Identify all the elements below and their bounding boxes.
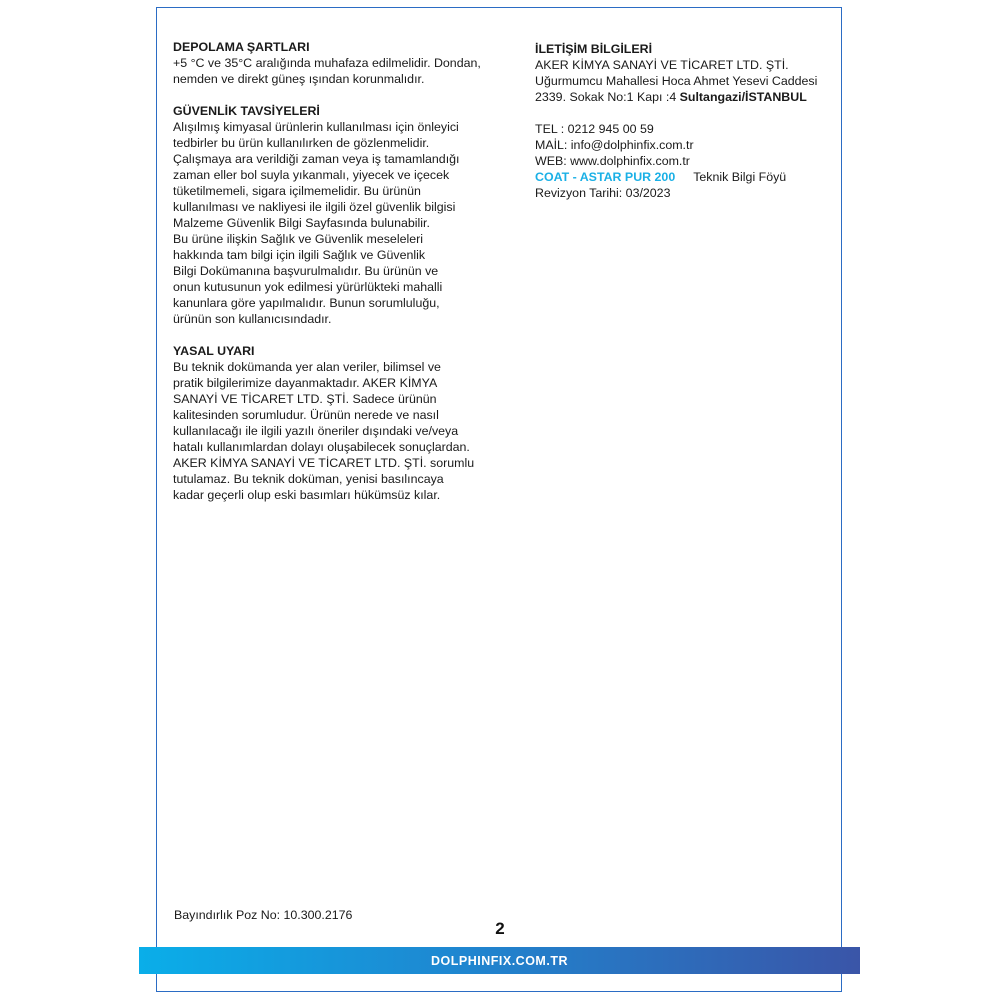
legal-line: kalitesinden sorumludur. Ürünün nerede ve nasıl bbox=[173, 408, 439, 422]
contact-heading: İLETİŞİM BİLGİLERİ bbox=[535, 42, 653, 56]
revision-date: Revizyon Tarihi: 03/2023 bbox=[535, 186, 671, 200]
safety-line: zaman eller bol suyla yıkanmalı, yiyecek ve içecek bbox=[173, 168, 450, 182]
left-column bbox=[173, 39, 493, 519]
safety-line: onun kutusunun yok edilmesi yürürlükteki mahalli bbox=[173, 280, 443, 294]
email-address[interactable]: MAİL: info@dolphinfix.com.tr bbox=[535, 138, 694, 152]
legal-heading: YASAL UYARI bbox=[173, 344, 255, 358]
address-line: Uğurmumcu Mahallesi Hoca Ahmet Yesevi Caddesi bbox=[535, 74, 818, 88]
safety-heading: GÜVENLİK TAVSİYELERİ bbox=[173, 104, 320, 118]
legal-line: SANAYİ VE TİCARET LTD. ŞTİ. Sadece ürünün bbox=[173, 392, 437, 406]
safety-line: Malzeme Güvenlik Bilgi Sayfasında bulunabilir. bbox=[173, 216, 430, 230]
contact-column bbox=[535, 41, 835, 201]
legal-line: kullanılacağı ile ilgili yazılı öneriler dışındaki ve/veya bbox=[173, 424, 459, 438]
safety-line: tedbirler bu ürün kullanılırken de gözlenmelidir. bbox=[173, 136, 430, 150]
product-row bbox=[535, 169, 835, 185]
document-type: Teknik Bilgi Föyü bbox=[693, 170, 787, 184]
legal-section bbox=[173, 343, 493, 503]
phone-number[interactable]: TEL : 0212 945 00 59 bbox=[535, 122, 654, 136]
safety-line: Alışılmış kimyasal ürünlerin kullanılması için önleyici bbox=[173, 120, 459, 134]
footer-bar bbox=[139, 947, 860, 974]
address-prefix: 2339. Sokak No:1 Kapı :4 bbox=[535, 90, 680, 104]
legal-line: kadar geçerli olup eski basımları hükümsüz kılar. bbox=[173, 488, 441, 502]
safety-section bbox=[173, 103, 493, 327]
safety-line: kanunlara göre yapılmalıdır. Bunun sorumluluğu, bbox=[173, 296, 440, 310]
storage-line: +5 °C ve 35°C aralığında muhafaza edilmelidir. Dondan, bbox=[173, 56, 481, 70]
legal-line: tutulamaz. Bu teknik doküman, yenisi basılıncaya bbox=[173, 472, 444, 486]
safety-line: tüketilmemeli, sigara içilmemelidir. Bu ürünün bbox=[173, 184, 421, 198]
product-name: COAT - ASTAR PUR 200 bbox=[535, 170, 676, 184]
legal-line: Bu teknik dokümanda yer alan veriler, bilimsel ve bbox=[173, 360, 441, 374]
poz-number: Bayındırlık Poz No: 10.300.2176 bbox=[174, 908, 353, 922]
website-address[interactable]: WEB: www.dolphinfix.com.tr bbox=[535, 154, 690, 168]
legal-line: hatalı kullanımlardan dolayı oluşabilecek sonuçlardan. bbox=[173, 440, 470, 454]
storage-section bbox=[173, 39, 493, 87]
safety-line: hakkında tam bilgi için ilgili Sağlık ve Güvenlik bbox=[173, 248, 426, 262]
safety-line: Bilgi Dokümanına başvurulmalıdır. Bu ürünün ve bbox=[173, 264, 439, 278]
safety-line: Bu ürüne ilişkin Sağlık ve Güvenlik meseleleri bbox=[173, 232, 423, 246]
legal-line: pratik bilgilerimize dayanmaktadır. AKER KİMYA bbox=[173, 376, 438, 390]
storage-line: nemden ve direkt güneş ışından korunmalıdır. bbox=[173, 72, 425, 86]
spacer bbox=[535, 105, 835, 121]
storage-heading: DEPOLAMA ŞARTLARI bbox=[173, 40, 310, 54]
address-line-2 bbox=[535, 89, 835, 105]
safety-line: ürünün son kullanıcısındadır. bbox=[173, 312, 332, 326]
company-name: AKER KİMYA SANAYİ VE TİCARET LTD. ŞTİ. bbox=[535, 58, 789, 72]
legal-line: AKER KİMYA SANAYİ VE TİCARET LTD. ŞTİ. sorumlu bbox=[173, 456, 475, 470]
safety-line: Çalışmaya ara verildiği zaman veya iş tamamlandığı bbox=[173, 152, 460, 166]
footer-website-link[interactable]: DOLPHINFIX.COM.TR bbox=[431, 953, 568, 968]
safety-line: kullanılması ve nakliyesi ile ilgili özel güvenlik bilgisi bbox=[173, 200, 456, 214]
address-city: Sultangazi/İSTANBUL bbox=[679, 90, 807, 104]
page-number: 2 bbox=[495, 919, 505, 938]
